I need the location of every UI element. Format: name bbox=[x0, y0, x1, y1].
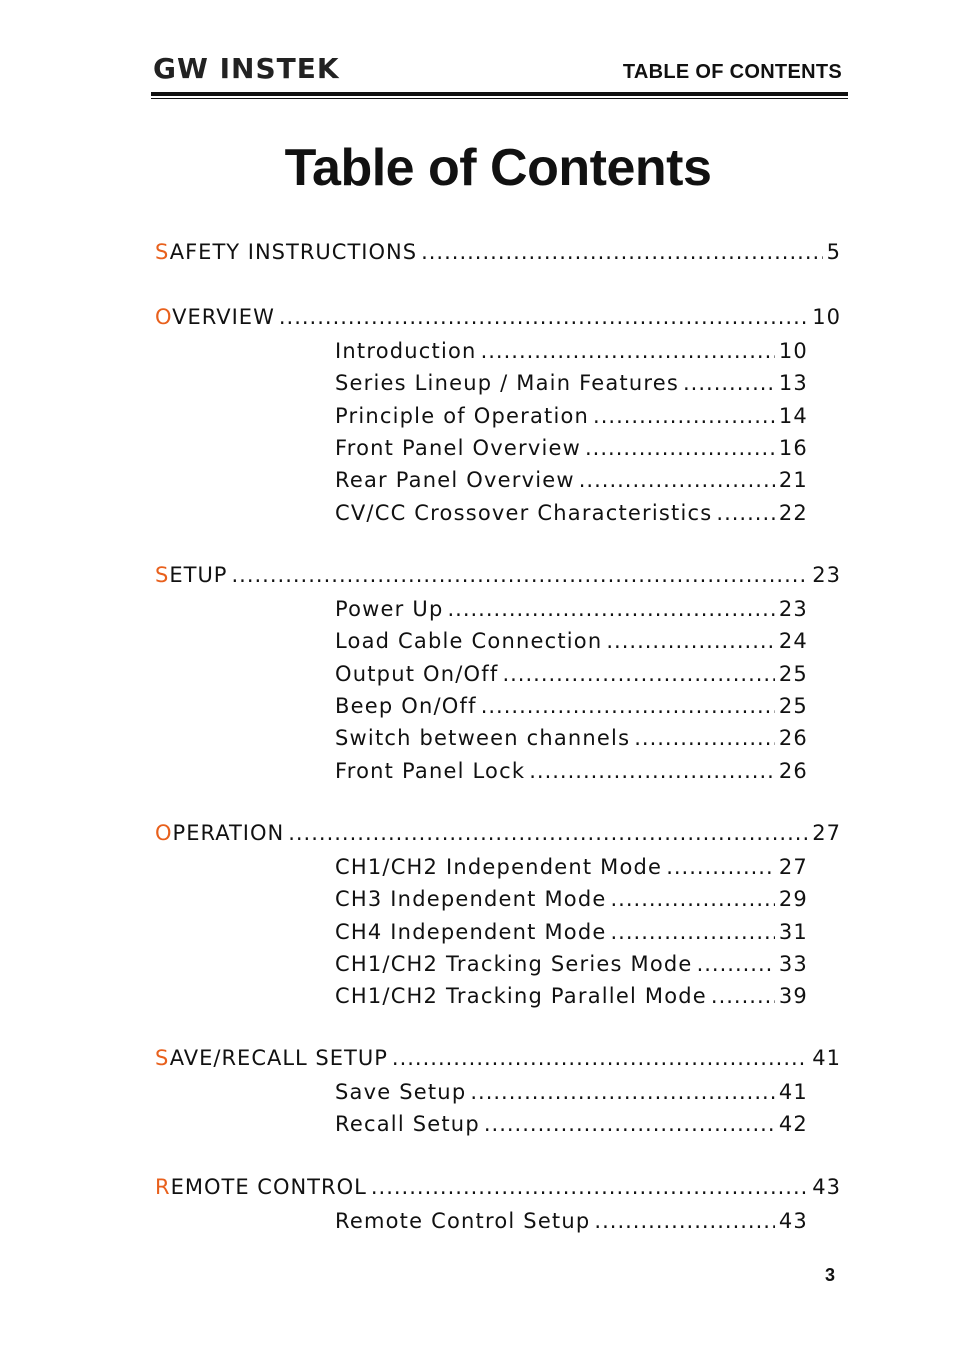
toc-leader-dots bbox=[697, 952, 775, 976]
toc-leader-dots bbox=[447, 597, 774, 621]
toc-chapter-initial: S bbox=[155, 240, 170, 264]
toc-section-entry[interactable] bbox=[335, 339, 808, 363]
toc-section-entry[interactable] bbox=[335, 694, 808, 718]
toc-chapter-page: 23 bbox=[812, 563, 841, 587]
toc-section-page: 27 bbox=[778, 855, 808, 879]
toc-leader-dots bbox=[288, 821, 808, 845]
toc-section-page: 25 bbox=[778, 693, 808, 718]
toc-section-title: CH1/CH2 Tracking Parallel Mode bbox=[335, 984, 707, 1009]
toc-leader-dots bbox=[502, 662, 774, 686]
toc-section-page: 26 bbox=[778, 726, 808, 751]
toc-chapter-entry[interactable] bbox=[155, 821, 841, 845]
toc-leader-dots bbox=[594, 1209, 774, 1233]
toc-section-entry[interactable] bbox=[335, 855, 808, 879]
toc-section-page: 14 bbox=[778, 403, 808, 428]
toc-chapter-initial: R bbox=[155, 1175, 171, 1199]
toc-leader-dots bbox=[231, 563, 808, 587]
header-rule-thin bbox=[151, 98, 848, 99]
toc-chapter-title bbox=[155, 821, 284, 845]
toc-leader-dots bbox=[279, 305, 808, 329]
toc-chapter-rest: AVE/RECALL SETUP bbox=[169, 1046, 388, 1070]
toc-section-entry[interactable] bbox=[335, 984, 808, 1008]
toc-leader-dots bbox=[481, 694, 775, 718]
toc-section-entry[interactable] bbox=[335, 952, 808, 976]
toc-section-page: 24 bbox=[778, 629, 808, 654]
toc-section-title: Save Setup bbox=[335, 1080, 467, 1104]
toc-chapter-initial: O bbox=[155, 821, 173, 845]
toc-section-title: Output On/Off bbox=[335, 661, 499, 686]
toc-section-title: Load Cable Connection bbox=[335, 629, 603, 654]
toc-leader-dots bbox=[593, 404, 775, 428]
toc-section-page: 42 bbox=[778, 1112, 808, 1137]
toc-leader-dots bbox=[529, 759, 775, 783]
toc-chapter-title bbox=[155, 563, 227, 587]
toc-chapter-page: 5 bbox=[826, 240, 841, 264]
toc-chapter-rest: VERVIEW bbox=[172, 305, 275, 329]
gw-instek-logo: GW INSTEK bbox=[153, 52, 340, 85]
header-rule-thick bbox=[151, 92, 848, 96]
toc-chapter-entry[interactable] bbox=[155, 563, 841, 587]
toc-leader-dots bbox=[711, 984, 775, 1008]
toc-section-entry[interactable] bbox=[335, 1112, 808, 1136]
toc-section-page: 22 bbox=[778, 500, 808, 525]
toc-chapter-entry[interactable] bbox=[155, 240, 841, 264]
toc-section-entry[interactable] bbox=[335, 436, 808, 460]
toc-leader-dots bbox=[579, 468, 775, 492]
toc-leader-dots bbox=[470, 1080, 775, 1104]
toc-leader-dots bbox=[585, 436, 775, 460]
toc-section-entry[interactable] bbox=[335, 1080, 808, 1104]
header-section-label: TABLE OF CONTENTS bbox=[622, 61, 842, 83]
toc-section-entry[interactable] bbox=[335, 759, 808, 783]
toc-section-entry[interactable] bbox=[335, 629, 808, 653]
toc-section-page: 41 bbox=[778, 1080, 808, 1104]
toc-section-page: 13 bbox=[778, 371, 808, 396]
toc-section-title: Introduction bbox=[335, 339, 477, 363]
toc-chapter-rest: PERATION bbox=[172, 821, 285, 845]
toc-section-page: 21 bbox=[778, 468, 808, 493]
toc-chapter-title bbox=[155, 1175, 367, 1199]
toc-section-title: Switch between channels bbox=[335, 726, 631, 751]
toc-section-title: Series Lineup / Main Features bbox=[335, 371, 679, 396]
toc-chapter-entry[interactable] bbox=[155, 1175, 841, 1199]
page-title: Table of Contents bbox=[284, 139, 712, 197]
page-number: 3 bbox=[824, 1265, 835, 1285]
toc-chapter-rest: ETUP bbox=[169, 563, 228, 587]
toc-leader-dots bbox=[371, 1175, 808, 1199]
toc-section-page: 26 bbox=[778, 758, 808, 783]
toc-chapter-title bbox=[155, 240, 417, 264]
toc-chapter-page: 27 bbox=[812, 821, 841, 845]
toc-section-entry[interactable] bbox=[335, 1209, 808, 1233]
toc-chapter-rest: AFETY INSTRUCTIONS bbox=[169, 240, 418, 264]
toc-section-page: 39 bbox=[778, 984, 808, 1009]
toc-section-entry[interactable] bbox=[335, 726, 808, 750]
toc-section-entry[interactable] bbox=[335, 501, 808, 525]
toc-leader-dots bbox=[421, 240, 823, 264]
toc-section-title: Front Panel Overview bbox=[335, 435, 581, 460]
toc-section-entry[interactable] bbox=[335, 371, 808, 395]
toc-section-page: 29 bbox=[778, 887, 808, 912]
toc-section-entry[interactable] bbox=[335, 404, 808, 428]
toc-leader-dots bbox=[481, 339, 775, 363]
toc-chapter-title bbox=[155, 1046, 388, 1070]
toc-section-page: 16 bbox=[778, 435, 808, 460]
toc-chapter-rest: EMOTE CONTROL bbox=[170, 1175, 367, 1199]
toc-chapter-initial: S bbox=[155, 1046, 170, 1070]
toc-section-entry[interactable] bbox=[335, 887, 808, 911]
toc-chapter-entry[interactable] bbox=[155, 1046, 841, 1070]
toc-section-title: Recall Setup bbox=[335, 1112, 480, 1137]
toc-leader-dots bbox=[484, 1112, 775, 1136]
toc-section-title: CV/CC Crossover Characteristics bbox=[335, 500, 713, 525]
toc-section-title: Principle of Operation bbox=[335, 403, 590, 428]
toc-section-page: 10 bbox=[778, 339, 808, 363]
toc-section-title: CH1/CH2 Tracking Series Mode bbox=[335, 951, 693, 976]
toc-section-title: Beep On/Off bbox=[335, 693, 477, 718]
toc-section-title: Front Panel Lock bbox=[335, 758, 526, 783]
toc-section-title: Remote Control Setup bbox=[335, 1209, 591, 1233]
toc-section-page: 23 bbox=[778, 597, 808, 621]
toc-section-title: CH3 Independent Mode bbox=[335, 887, 607, 912]
toc-leader-dots bbox=[611, 887, 775, 911]
toc-section-page: 33 bbox=[778, 951, 808, 976]
toc-section-entry[interactable] bbox=[335, 597, 808, 621]
toc-chapter-page: 10 bbox=[812, 305, 841, 329]
toc-leader-dots bbox=[634, 726, 775, 750]
toc-chapter-title bbox=[155, 305, 275, 329]
toc-section-title: CH4 Independent Mode bbox=[335, 919, 607, 944]
toc-section-title: CH1/CH2 Independent Mode bbox=[335, 855, 663, 879]
toc-section-title: Rear Panel Overview bbox=[335, 468, 575, 493]
toc-chapter-page: 41 bbox=[812, 1046, 841, 1070]
toc-chapter-entry[interactable] bbox=[155, 305, 841, 329]
toc-section-entry[interactable] bbox=[335, 468, 808, 492]
toc-chapter-initial: S bbox=[155, 563, 170, 587]
toc-leader-dots bbox=[392, 1046, 808, 1070]
toc-section-title: Power Up bbox=[335, 597, 444, 621]
toc-leader-dots bbox=[683, 371, 775, 395]
toc-chapter-page: 43 bbox=[812, 1175, 841, 1199]
toc-section-page: 31 bbox=[778, 919, 808, 944]
toc-chapter-initial: O bbox=[155, 305, 173, 329]
toc-leader-dots bbox=[611, 920, 775, 944]
toc-section-page: 25 bbox=[778, 661, 808, 686]
toc-leader-dots bbox=[606, 629, 775, 653]
toc-section-page: 43 bbox=[778, 1209, 808, 1233]
toc-leader-dots bbox=[666, 855, 775, 879]
toc-section-entry[interactable] bbox=[335, 662, 808, 686]
toc-leader-dots bbox=[716, 501, 774, 525]
toc-section-entry[interactable] bbox=[335, 920, 808, 944]
